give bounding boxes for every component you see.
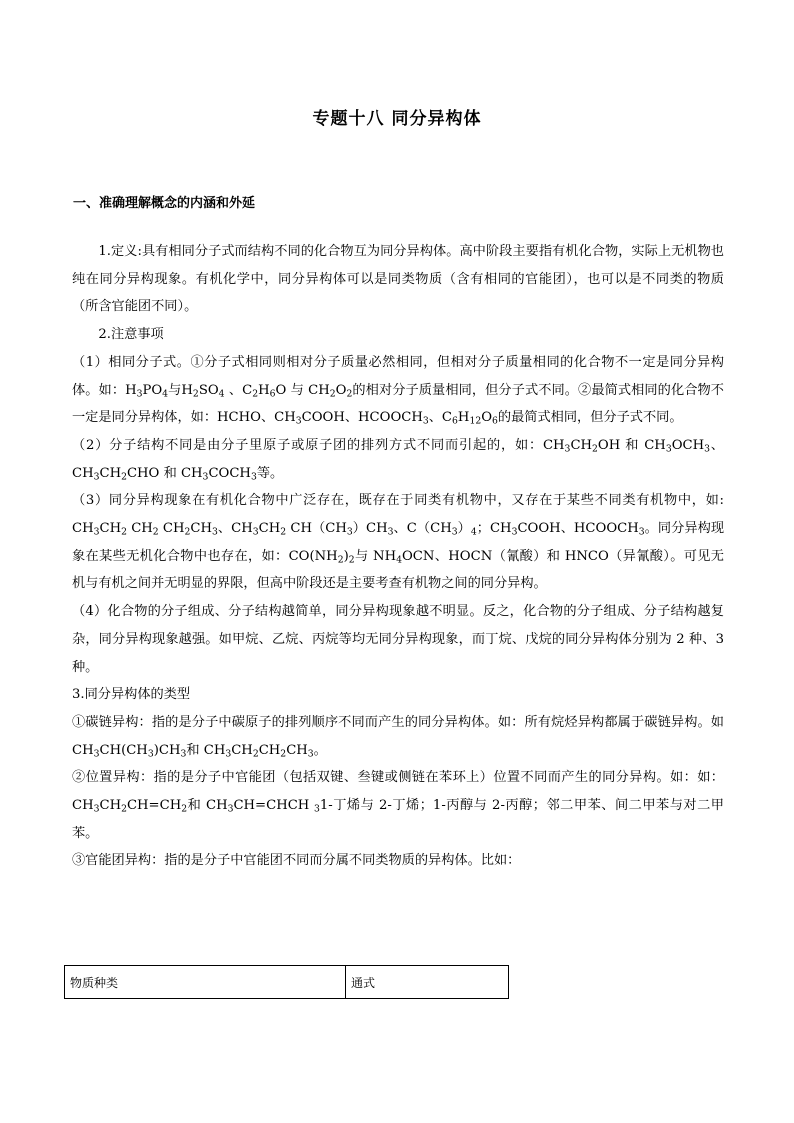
paragraph-notes-heading: 2.注意事项 [98,327,164,343]
section-heading: 一、准确理解概念的内涵和外延 [73,196,256,211]
table-header-cell: 通式 [346,966,509,999]
paragraph-note-3: （3）同分异构现象在有机化合物中广泛存在，既存在于同类有机物中，又存在于某些不同类有机物中，如: $CH_3CH_2$ $CH_2$ $CH_2CH_3$、$CH_3CH_2$ $CH(CH_3)CH_3$、$C(CH_3)_4$；$CH_3COOH$、$HCOOCH_3$。同分异构现象在某些无机化合物中也存在，如：$CO(NH_2)_2$与 $NH_4OCN$、HOCN（氰酸）和 HNCO（异氰酸）。可见无机与有机之间并无明显的界限，但高中阶段还是主要考查有机物之间的同分异构。 [72,493,725,592]
paragraph-types-heading: 3.同分异构体的类型 [72,687,191,703]
paragraph-note-1: （1）相同分子式。①分子式相同则相对分子质量必然相同，但相对分子质量相同的化合物不一定是同分异构体。如：$H_3PO_4$与$H_2SO_4$ 、$C_2H_6O$ 与 $CH_2O_2$的相对分子质量相同，但分子式不同。②最简式相同的化合物不一定是同分异构体，如：HCHO、$CH_3COOH$、$HCOOCH_3$、$C_6H_{12}O_6$的最简式相同，但分子式不同。 [72,354,724,427]
document-body [72,238,724,875]
paragraph-note-4: （4）化合物的分子组成、分子结构越简单，同分异构现象越不明显。反之，化合物的分子组成、分子结构越复杂，同分异构现象越强。如甲烷、乙烷、丙烷等均无同分异构现象，而丁烷、戊烷的同分异构体分别为 2 种、3 种。 [72,604,724,675]
paragraph-definition: 1.定义:具有相同分子式而结构不同的化合物互为同分异构体。高中阶段主要指有机化合物，实际上无机物也纯在同分异构现象。有机化学中，同分异构体可以是同类物质（含有相同的官能团），也可以是不同类的物质（所含官能团不同）。 [72,244,724,315]
table-header-cell: 物质种类 [65,966,346,999]
paragraph-note-2: （2）分子结构不同是由分子里原子或原子团的排列方式不同而引起的，如：$CH_3CH_2OH$ 和 $CH_3OCH_3$、$CH_3CH_2CHO$ 和 $CH_3COCH_3$等。 [72,437,724,482]
paragraph-functional-isomer: ③官能团异构：指的是分子中官能团不同而分属不同类物质的异构体。比如： [72,853,521,869]
page-title: 专题十八 同分异构体 [312,109,482,129]
paragraph-chain-isomer: ①碳链异构：指的是分子中碳原子的排列顺序不同而产生的同分异构体。如：所有烷烃异构都属于碳链异构。如 $CH_3CH(CH_3)CH_3$和 $CH_3CH_2CH_2CH_3$。 [72,714,724,759]
table-header-row [65,966,509,999]
paragraph-position-isomer: ②位置异构：指的是分子中官能团（包括双键、叁键或侧链在苯环上）位置不同而产生的同分异构。如：如：$CH_3CH_2CH=CH_2$和 $CH_3CH=CHCH$ $_3$1-丁烯与 2-丁烯；1-丙醇与 2-丙醇；邻二甲苯、间二甲苯与对二甲苯。 [72,770,724,841]
isomer-type-table [64,965,509,999]
